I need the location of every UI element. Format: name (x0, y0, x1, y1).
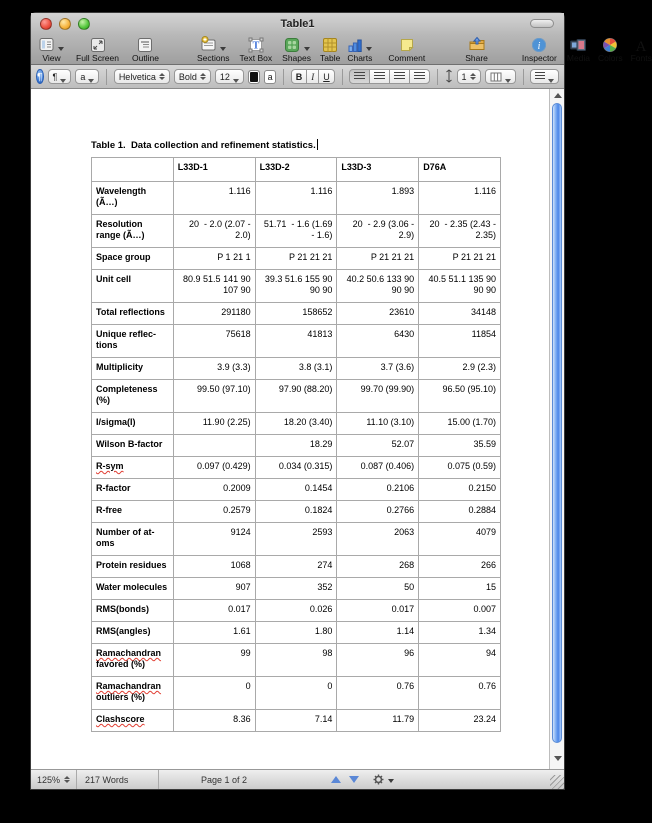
row-label-text: Number of atoms (96, 527, 155, 548)
table-cell[interactable]: 20 - 2.0 (2.07 - 2.0) (173, 215, 255, 248)
row-label-text: Space group (96, 252, 151, 262)
table-icon (322, 35, 338, 53)
chevron-down-icon (548, 79, 554, 83)
table-row (92, 622, 501, 644)
paragraph-style-dropdown[interactable] (48, 69, 72, 84)
row-label-cell[interactable] (92, 600, 174, 622)
toolbar-button-label: Media (566, 53, 591, 63)
row-label-text: RMS(bonds) (96, 604, 149, 614)
table-cell[interactable]: 0.007 (419, 600, 501, 622)
list-style-dropdown[interactable] (530, 69, 559, 84)
highlight-color-well[interactable] (264, 70, 276, 84)
row-label-text: Unit cell (96, 274, 132, 284)
table-cell[interactable]: P 21 21 21 (337, 248, 419, 270)
table-cell[interactable]: 0.2766 (337, 501, 419, 523)
table-cell[interactable]: 268 (337, 556, 419, 578)
inspector-icon (531, 35, 547, 53)
italic-button[interactable]: I (306, 69, 319, 84)
row-label-text: R-factor (96, 483, 131, 493)
zoom-control[interactable] (31, 770, 77, 789)
row-label-cell[interactable] (92, 644, 174, 677)
table-cell[interactable]: 94 (419, 644, 501, 677)
toolbar-button-charts[interactable] (347, 35, 372, 63)
outline-icon (137, 35, 153, 53)
toolbar-toggle-pill[interactable] (530, 19, 554, 28)
row-label-text: favored (%) (96, 659, 146, 669)
table-cell[interactable]: 266 (419, 556, 501, 578)
table-cell[interactable]: 52.07 (337, 435, 419, 457)
table-row (92, 457, 501, 479)
toolbar-button-label: Outline (132, 53, 159, 63)
table-row (92, 413, 501, 435)
full-screen-icon (90, 35, 106, 53)
toolbar-button-label: Shapes (282, 53, 311, 63)
align-center-button[interactable] (369, 69, 390, 84)
chevron-down-icon (233, 79, 239, 83)
row-label-cell[interactable] (92, 501, 174, 523)
table-cell[interactable]: 1.34 (419, 622, 501, 644)
table-row (92, 523, 501, 556)
table-cell[interactable]: 1.893 (337, 182, 419, 215)
table-cell[interactable]: 1.61 (173, 622, 255, 644)
media-icon (569, 35, 587, 53)
list-icon (535, 72, 545, 81)
toolbar-button-label: Text Box (239, 53, 273, 63)
align-right-button[interactable] (389, 69, 410, 84)
table-cell[interactable]: 18.29 (255, 435, 337, 457)
table-cell[interactable]: 35.59 (419, 435, 501, 457)
table-cell[interactable]: 0.017 (337, 600, 419, 622)
corner-cell[interactable] (92, 158, 174, 182)
align-left-icon (354, 72, 365, 81)
table-cell[interactable]: 0 (255, 677, 337, 710)
row-label-text: Water molecules (96, 582, 168, 592)
word-count[interactable]: 217 Words (77, 770, 159, 789)
table-cell[interactable]: P 1 21 1 (173, 248, 255, 270)
styles-drawer-button[interactable]: ¶ (36, 69, 44, 84)
table-cell[interactable]: 39.3 51.6 155 90 90 90 (255, 270, 337, 303)
table-cell[interactable]: 0.2579 (173, 501, 255, 523)
font-size-combo[interactable] (215, 69, 244, 84)
scroll-up-arrow-icon[interactable] (554, 93, 562, 98)
svg-text:T: T (252, 40, 260, 52)
comment-icon (399, 35, 415, 53)
stepper-icon (470, 73, 476, 80)
document-canvas[interactable] (31, 89, 564, 769)
table-cell[interactable]: 2.9 (2.3) (419, 358, 501, 380)
colors-icon (602, 35, 618, 53)
table-cell[interactable]: 20 - 2.9 (3.06 - 2.9) (337, 215, 419, 248)
line-spacing-stepper[interactable] (457, 69, 481, 84)
row-label-text: Protein residues (96, 560, 167, 570)
table-cell[interactable]: 1.116 (255, 182, 337, 215)
column-header[interactable]: L33D-1 (173, 158, 255, 182)
row-label-cell[interactable] (92, 325, 174, 358)
misspelled-word: Ramachandran (96, 648, 162, 658)
table-cell[interactable]: 23610 (337, 303, 419, 325)
character-style-label: a (80, 71, 86, 82)
chevron-down-icon (388, 779, 394, 783)
toolbar-button-shapes[interactable] (282, 35, 311, 63)
status-gear-menu[interactable] (373, 774, 394, 785)
table-cell[interactable]: 907 (173, 578, 255, 600)
table-cell[interactable]: 99.70 (99.90) (337, 380, 419, 413)
row-label-text: I/sigma(I) (96, 417, 136, 427)
table-cell[interactable]: 8.36 (173, 710, 255, 732)
toolbar-button-label: View (42, 53, 61, 63)
page-indicator: Page 1 of 2 (201, 774, 248, 785)
highlight-label: a (267, 71, 273, 82)
row-label-cell[interactable] (92, 215, 174, 248)
character-style-dropdown[interactable] (75, 69, 99, 84)
table-cell[interactable]: 15.00 (1.70) (419, 413, 501, 435)
view-icon (39, 35, 64, 53)
row-label-cell[interactable] (92, 523, 174, 556)
main-toolbar (31, 35, 652, 65)
table-row (92, 358, 501, 380)
font-style-popup[interactable] (174, 69, 211, 84)
shapes-icon (284, 35, 310, 53)
table-row (92, 710, 501, 732)
window-resize-grip[interactable] (550, 775, 564, 789)
zoom-button[interactable] (78, 18, 90, 30)
text-color-well[interactable] (248, 70, 260, 84)
table-cell[interactable]: 0.1454 (255, 479, 337, 501)
row-label-cell[interactable] (92, 710, 174, 732)
columns-dropdown[interactable] (485, 69, 516, 84)
chevron-down-icon (58, 47, 64, 51)
table-cell[interactable]: 1.80 (255, 622, 337, 644)
table-cell[interactable]: 0.017 (173, 600, 255, 622)
table-cell[interactable]: 18.20 (3.40) (255, 413, 337, 435)
toolbar-button-media[interactable] (567, 35, 590, 63)
app-window (30, 12, 652, 790)
font-family-value: Helvetica (118, 71, 156, 82)
row-label-text: Wavelength (Ã…) (96, 186, 147, 207)
row-label-cell[interactable] (92, 578, 174, 600)
misspelled-word: Ramachandran (96, 681, 162, 691)
table-cell[interactable]: 158652 (255, 303, 337, 325)
chevron-down-icon (88, 79, 94, 83)
table-cell[interactable]: 274 (255, 556, 337, 578)
toolbar-button-fullscreen[interactable] (76, 35, 119, 63)
text-style-group (291, 69, 335, 84)
toolbar-button-label: Sections (196, 53, 230, 63)
table-row (92, 435, 501, 457)
table-row (92, 644, 501, 677)
bold-button[interactable]: B (291, 69, 308, 84)
title-bar[interactable] (31, 13, 564, 35)
alignment-group (349, 69, 430, 84)
font-size-value: 12 (219, 71, 230, 82)
sections-icon (200, 35, 226, 53)
row-label-cell[interactable] (92, 380, 174, 413)
chevron-down-icon (505, 79, 511, 83)
table-cell[interactable]: 0 (173, 677, 255, 710)
status-bar (31, 769, 564, 789)
table-cell[interactable]: 291180 (173, 303, 255, 325)
previous-page-button[interactable] (331, 776, 341, 783)
table-cell[interactable]: 0.087 (0.406) (337, 457, 419, 479)
toolbar-button-colors[interactable] (598, 35, 623, 63)
row-label-text: Resolution range (Ã…) (96, 219, 145, 240)
row-label-text: Wilson B-factor (96, 439, 163, 449)
format-bar (31, 65, 564, 89)
misspelled-word: R-sym (96, 461, 124, 471)
toolbar-button-label: Share (465, 53, 488, 63)
svg-text:i: i (538, 41, 541, 52)
toolbar-button-label: Colors (598, 53, 623, 63)
table-cell[interactable]: 9124 (173, 523, 255, 556)
stats-table-body (92, 182, 501, 732)
table-cell[interactable]: 3.9 (3.3) (173, 358, 255, 380)
toolbar-button-outline[interactable] (132, 35, 159, 63)
toolbar-button-label: Comment (388, 53, 426, 63)
toolbar-button-view[interactable] (39, 35, 64, 63)
table-row (92, 501, 501, 523)
table-cell[interactable]: 11.10 (3.10) (337, 413, 419, 435)
table-header-row (92, 158, 501, 182)
table-row (92, 380, 501, 413)
table-cell[interactable]: 0.76 (337, 677, 419, 710)
table-cell[interactable]: 1.116 (419, 182, 501, 215)
table-cell[interactable]: 96 (337, 644, 419, 677)
table-cell[interactable]: 34148 (419, 303, 501, 325)
row-label-cell[interactable] (92, 457, 174, 479)
scroll-down-arrow-icon[interactable] (554, 756, 562, 761)
toolbar-button-label: Fonts (630, 53, 652, 63)
table-cell[interactable]: 3.7 (3.6) (337, 358, 419, 380)
row-label-cell[interactable] (92, 413, 174, 435)
minimize-button[interactable] (59, 18, 71, 30)
row-label-text: Completeness (%) (96, 384, 158, 405)
table-cell[interactable]: 23.24 (419, 710, 501, 732)
table-row (92, 325, 501, 358)
table-cell[interactable]: 0.1824 (255, 501, 337, 523)
close-button[interactable] (40, 18, 52, 30)
svg-text:A: A (635, 39, 647, 55)
table-cell[interactable]: 97.90 (88.20) (255, 380, 337, 413)
table-row (92, 578, 501, 600)
table-cell[interactable]: 7.14 (255, 710, 337, 732)
underline-button[interactable]: U (318, 69, 335, 84)
table-cell[interactable]: 0.2884 (419, 501, 501, 523)
toolbar-button-share[interactable] (465, 35, 488, 63)
table-cell[interactable]: 0.097 (0.429) (173, 457, 255, 479)
toolbar-button-textbox[interactable] (240, 35, 273, 63)
table-cell[interactable]: 3.8 (3.1) (255, 358, 337, 380)
table-cell[interactable]: 11854 (419, 325, 501, 358)
row-label-cell[interactable] (92, 435, 174, 457)
next-page-button[interactable] (349, 776, 359, 783)
table-cell[interactable]: 50 (337, 578, 419, 600)
table-row (92, 303, 501, 325)
column-header[interactable]: L33D-3 (337, 158, 419, 182)
table-caption[interactable] (91, 139, 318, 151)
table-cell[interactable]: 4079 (419, 523, 501, 556)
toolbar-button-comment[interactable] (388, 35, 425, 63)
table-cell[interactable]: 96.50 (95.10) (419, 380, 501, 413)
misspelled-word: Clashscore (96, 714, 145, 724)
table-cell[interactable]: 98 (255, 644, 337, 677)
table-cell[interactable]: 0.026 (255, 600, 337, 622)
paragraph-style-label: ¶ (52, 71, 58, 82)
align-left-button[interactable] (349, 69, 370, 84)
table-cell[interactable]: 75618 (173, 325, 255, 358)
table-row (92, 182, 501, 215)
table-cell[interactable]: 2593 (255, 523, 337, 556)
vertical-scrollbar[interactable] (549, 89, 564, 769)
table-cell[interactable]: 40.2 50.6 133 90 90 90 (337, 270, 419, 303)
table-cell[interactable]: 15 (419, 578, 501, 600)
row-label-cell[interactable] (92, 556, 174, 578)
toolbar-button-sections[interactable] (197, 35, 230, 63)
table-cell[interactable]: 11.90 (2.25) (173, 413, 255, 435)
stepper-icon (200, 73, 206, 80)
row-label-cell[interactable] (92, 677, 174, 710)
line-spacing-icon (445, 69, 453, 85)
align-justify-icon (414, 72, 425, 81)
text-cursor (317, 139, 318, 150)
line-spacing-value: 1 (461, 71, 467, 82)
stats-table[interactable] (91, 157, 501, 732)
chevron-down-icon (60, 79, 66, 83)
gear-icon (373, 774, 384, 785)
table-cell[interactable]: 0.2009 (173, 479, 255, 501)
table-cell[interactable]: 1.14 (337, 622, 419, 644)
table-row (92, 479, 501, 501)
toolbar-button-label: Inspector (521, 53, 557, 63)
table-cell[interactable]: 20 - 2.35 (2.43 - 2.35) (419, 215, 501, 248)
zoom-level-value: 125% (37, 774, 61, 785)
row-label-cell[interactable] (92, 358, 174, 380)
table-cell[interactable] (173, 435, 255, 457)
columns-icon (490, 72, 502, 82)
column-header[interactable]: L33D-2 (255, 158, 337, 182)
row-label-cell[interactable] (92, 270, 174, 303)
document-page[interactable] (31, 89, 549, 769)
page-navigation (331, 776, 359, 783)
table-cell[interactable]: 352 (255, 578, 337, 600)
table-cell[interactable]: 0.075 (0.59) (419, 457, 501, 479)
table-cell[interactable]: 80.9 51.5 141 90 107 90 (173, 270, 255, 303)
table-cell[interactable]: 1.116 (173, 182, 255, 215)
table-cell[interactable]: 2063 (337, 523, 419, 556)
toolbar-button-label: Charts (347, 53, 373, 63)
align-center-icon (374, 72, 385, 81)
table-cell[interactable]: 11.79 (337, 710, 419, 732)
align-right-icon (394, 72, 405, 81)
row-label-text: Multiplicity (96, 362, 143, 372)
table-cell[interactable]: 6430 (337, 325, 419, 358)
window-title: Table1 (280, 18, 315, 30)
table-cell[interactable]: 0.2106 (337, 479, 419, 501)
table-cell[interactable]: 41813 (255, 325, 337, 358)
table-row (92, 215, 501, 248)
row-label-text: RMS(angles) (96, 626, 151, 636)
row-label-cell[interactable] (92, 303, 174, 325)
row-label-cell[interactable] (92, 479, 174, 501)
toolbar-button-label: Table (320, 53, 341, 63)
font-family-popup[interactable] (114, 69, 170, 84)
stepper-icon (159, 73, 165, 80)
toolbar-button-inspector[interactable] (522, 35, 557, 63)
table-cell[interactable]: 99.50 (97.10) (173, 380, 255, 413)
table-cell[interactable]: 40.5 51.1 135 90 90 90 (419, 270, 501, 303)
table-row (92, 677, 501, 710)
share-icon (468, 35, 486, 53)
table-row (92, 600, 501, 622)
chevron-down-icon (366, 47, 372, 51)
table-cell[interactable]: 1068 (173, 556, 255, 578)
table-row (92, 556, 501, 578)
zoom-stepper-icon[interactable] (64, 776, 70, 783)
chevron-down-icon (304, 47, 310, 51)
row-label-cell[interactable] (92, 182, 174, 215)
window-controls (40, 18, 90, 30)
table-caption-text[interactable]: Table 1. Data collection and refinement statistics. (91, 140, 316, 151)
toolbar-button-label: Full Screen (76, 53, 119, 63)
table-cell[interactable]: 0.2150 (419, 479, 501, 501)
table-cell[interactable]: 99 (173, 644, 255, 677)
row-label-cell[interactable] (92, 622, 174, 644)
toolbar-button-table[interactable] (320, 35, 340, 63)
charts-icon (347, 35, 372, 53)
toolbar-button-fonts[interactable] (631, 35, 652, 63)
column-header[interactable]: D76A (419, 158, 501, 182)
table-cell[interactable]: 51.71 - 1.6 (1.69 - 1.6) (255, 215, 337, 248)
row-label-text: outliers (%) (96, 692, 146, 702)
scrollbar-thumb[interactable] (552, 103, 562, 743)
row-label-text: Total reflections (96, 307, 165, 317)
table-cell[interactable]: 0.034 (0.315) (255, 457, 337, 479)
table-row (92, 270, 501, 303)
table-row (92, 248, 501, 270)
text-box-icon (248, 35, 264, 53)
chevron-down-icon (220, 47, 226, 51)
row-label-text: Unique reflections (96, 329, 157, 350)
font-style-value: Bold (178, 71, 197, 82)
table-cell[interactable]: 0.76 (419, 677, 501, 710)
row-label-text: R-free (96, 505, 123, 515)
table-cell[interactable]: P 21 21 21 (419, 248, 501, 270)
table-cell[interactable]: P 21 21 21 (255, 248, 337, 270)
align-justify-button[interactable] (409, 69, 430, 84)
row-label-cell[interactable] (92, 248, 174, 270)
stats-table-head (92, 158, 501, 182)
fonts-icon (634, 35, 648, 53)
